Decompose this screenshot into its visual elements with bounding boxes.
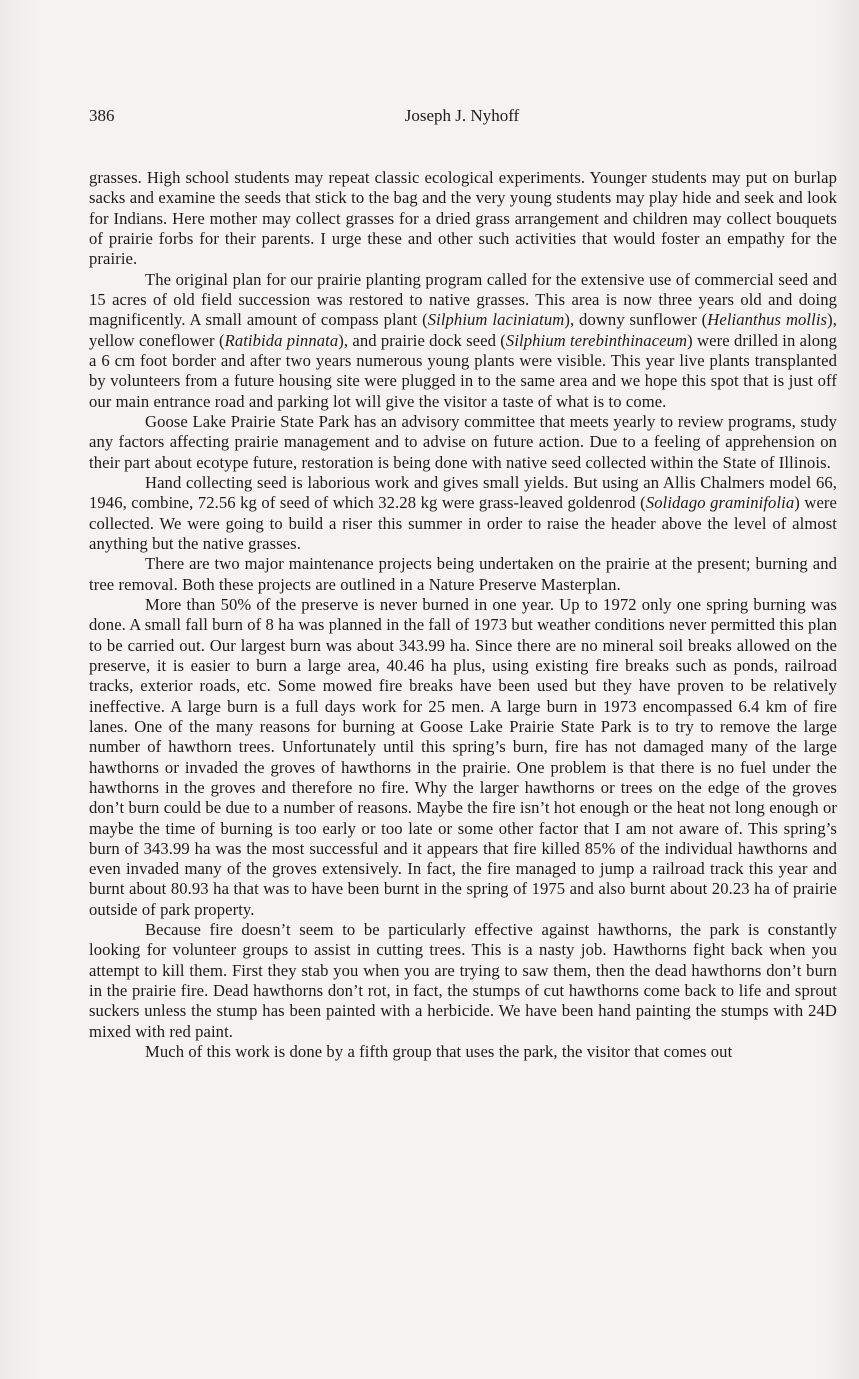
- text-run: Goose Lake Prairie State Park has an advisory committee that meets yearly to review programs, study any factors affecting prairie management and to advise on future action. Due to a feeling of apprehension on their part about ecotype future, restoration is being done with native seed collected within the State of Illinois.: [89, 411, 837, 472]
- text-run: Hand collecting seed is laborious work and gives small yields. But using an Allis Chalmers model 66, 1946, combine, 72.56 kg of seed of which 32.28 kg were grass-leaved goldenrod (: [89, 472, 837, 513]
- text-run: ), and prairie dock seed (: [338, 330, 506, 350]
- text-run: Because fire doesn’t seem to be particularly effective against hawthorns, the park is constantly looking for volunteer groups to assist in cutting trees. This is a nasty job. Hawthorns fight back when you attempt to kill them. First they stab you when you are trying to saw them, then the dead hawthorns don’t burn in the prairie fire. Dead hawthorns don’t rot, in fact, the stumps of cut hawthorns come back to life and sprout suckers unless the stump has been painted with a herbicide. We have been hand painting the stumps with 24D mixed with red paint.: [89, 920, 837, 1041]
- paragraph: [89, 473, 837, 554]
- text-run: There are two major maintenance projects being undertaken on the prairie at the present; burning and tree removal. Both these projects are outlined in a Nature Preserve Masterplan.: [89, 554, 837, 594]
- paragraph: [89, 1042, 837, 1062]
- species-name: Solidago graminifolia: [645, 493, 795, 513]
- paragraph: [89, 412, 837, 473]
- species-name: Silphium laciniatum: [427, 310, 565, 330]
- text-run: grasses. High school students may repeat classic ecological experiments. Younger students may put on burlap sacks and examine the seeds that stick to the bag and the very young students may play hide and seek and look for Indians. Here mother may collect grasses for a dried grass arrangement and children may collect bouquets of prairie forbs for their parents. I urge these and other such activities that would foster an empathy for the prairie.: [89, 168, 837, 269]
- text-run: ) were drilled in along a 6 cm foot border and after two years numerous young plants were visible. This year live plants transplanted by volunteers from a future housing site were plugged in to the same area and we hope this spot that is just off our main entrance road and parking lot will give the visitor a taste of what is to come.: [89, 330, 837, 411]
- page-number: 386: [89, 106, 115, 125]
- running-head-author: Joseph J. Nyhoff: [404, 106, 520, 125]
- body-text: [89, 168, 837, 1062]
- text-run: Much of this work is done by a fifth group that uses the park, the visitor that comes out: [145, 1042, 733, 1062]
- text-run: ), yellow coneflower (: [89, 310, 837, 350]
- species-name: Helianthus mollis: [707, 310, 828, 330]
- species-name: Ratibida pinnata: [224, 330, 339, 350]
- paragraph: [89, 595, 837, 920]
- species-name: Silphium terebinthinaceum: [505, 330, 688, 350]
- text-run: The original plan for our prairie planting program called for the extensive use of commercial seed and 15 acres of old field succession was restored to native grasses. This area is now three years old and doing magnificently. A small amount of compass plant (: [89, 269, 837, 330]
- paragraph: [89, 270, 837, 412]
- running-header: [89, 106, 835, 130]
- paragraph: [89, 554, 837, 595]
- paragraph: [89, 920, 837, 1042]
- text-run: More than 50% of the preserve is never burned in one year. Up to 1972 only one spring burning was done. A small fall burn of 8 ha was planned in the fall of 1973 but weather conditions never permitted this plan to be carried out. Our largest burn was about 343.99 ha. Since there are no mineral soil breaks allowed on the preserve, it is easier to burn a large area, 40.46 ha plus, using existing fire breaks such as ponds, railroad tracks, exterior roads, etc. Some mowed fire breaks have been used but they have proven to be relatively ineffective. A large burn is a full days work for 25 men. A large burn in 1973 encompassed 6.4 km of fire lanes. One of the many reasons for burning at Goose Lake Prairie State Park is to try to remove the large number of hawthorn trees. Unfortunately until this spring’s burn, fire has not damaged many of the large hawthorns or invaded the groves of hawthorns in the prairie. One problem is that there is no fuel under the hawthorns in the groves and therefore no fire. Why the larger hawthorns or trees on the edge of the groves don’t burn could be due to a number of reasons. Maybe the fire isn’t hot enough or the heat not long enough or maybe the time of burning is too early or too late or some other factor that I am not aware of. This spring’s burn of 343.99 ha was the most successful and it appears that fire killed 85% of the individual hawthorns and even invaded many of the groves extensively. In fact, the fire managed to jump a railroad track this year and burnt about 80.93 ha that was to have been burnt in the spring of 1975 and also burnt about 20.23 ha of prairie outside of park property.: [89, 594, 837, 919]
- paragraph: [89, 168, 837, 270]
- text-run: ), downy sunflower (: [564, 310, 708, 330]
- text-run: ) were collected. We were going to build a riser this summer in order to raise the header above the level of almost anything but the native grasses.: [89, 493, 837, 553]
